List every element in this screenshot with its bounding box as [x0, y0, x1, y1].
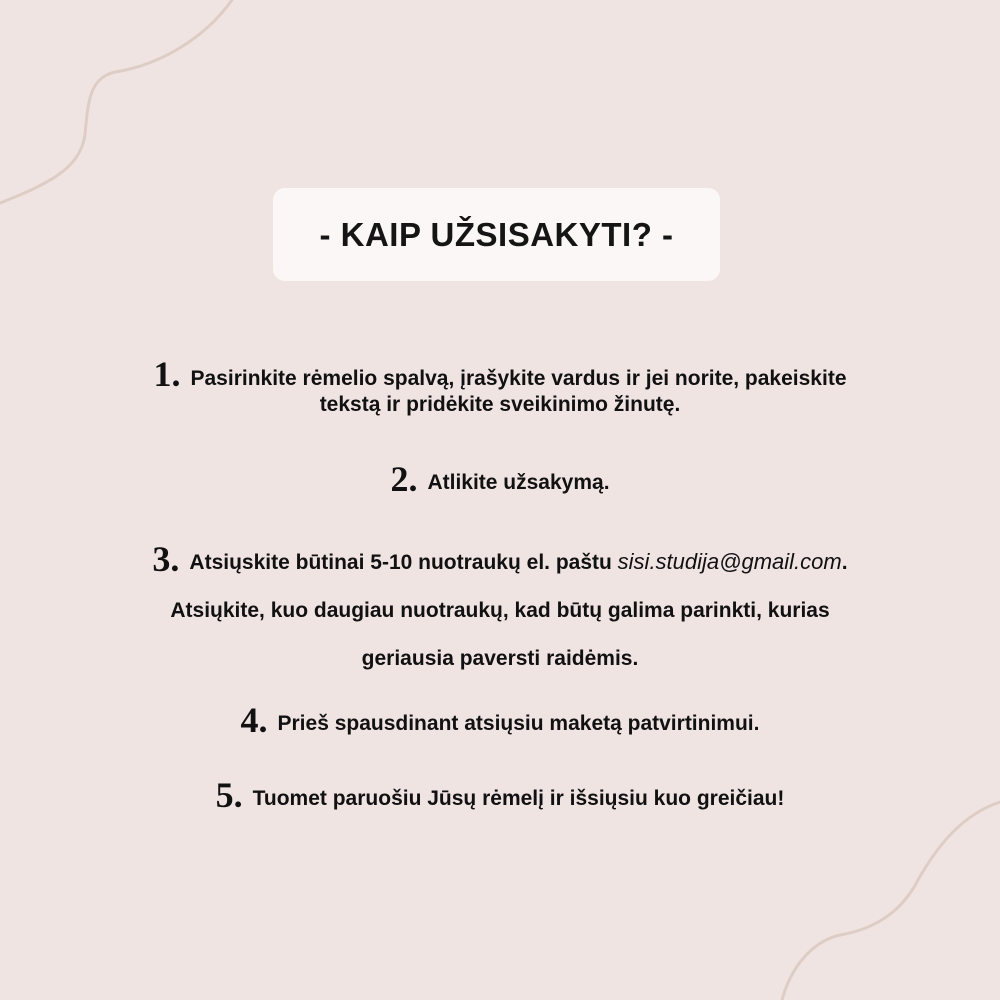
step-number: 3.: [152, 539, 180, 579]
step-text: Prieš spausdinant atsiųsiu maketą patvirtinimui.: [277, 712, 760, 735]
page-title: - KAIP UŽSISAKYTI? -: [319, 215, 674, 253]
step-number: 2.: [390, 459, 418, 499]
step-2: [40, 458, 960, 506]
step-4: [40, 699, 960, 747]
top-left-wave-line: [0, 0, 232, 203]
title-box: [273, 188, 720, 281]
step-text-line-2: Atsiųkite, kuo daugiau nuotraukų, kad būtų galima parinkti, kurias: [170, 599, 830, 622]
step-number: 5.: [215, 775, 243, 815]
step-text: Atlikite užsakymą.: [427, 471, 610, 494]
step-text-period: .: [841, 551, 848, 574]
step-text-line-3: geriausia paversti raidėmis.: [361, 647, 639, 670]
step-5: [40, 774, 960, 822]
email-address: sisi.studija@gmail.com: [617, 549, 842, 574]
step-text-line-2: tekstą ir pridėkite sveikinimo žinutę.: [319, 393, 681, 416]
step-number: 4.: [240, 700, 268, 740]
step-3: [40, 536, 960, 684]
step-number: 1.: [153, 354, 181, 394]
step-text: Tuomet paruošiu Jūsų rėmelį ir išsiųsiu kuo greičiau!: [252, 787, 785, 810]
step-1: [40, 354, 960, 419]
step-text: Atsiųskite būtinai 5-10 nuotraukų el. paštu: [189, 551, 618, 574]
bottom-right-wave-line: [782, 802, 1000, 1000]
step-text: Pasirinkite rėmelio spalvą, įrašykite vardus ir jei norite, pakeiskite: [190, 367, 847, 390]
